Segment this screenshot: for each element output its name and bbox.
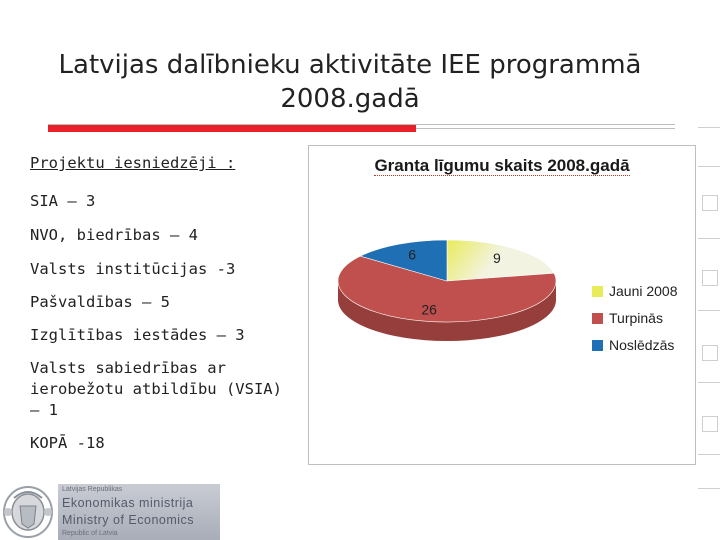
logo-line-2: Ekonomikas ministrija: [62, 496, 194, 510]
list-item-total: KOPĀ -18: [30, 434, 105, 452]
list-item: Pašvaldības – 5: [30, 293, 170, 311]
list-item: Izglītības iestādes – 3: [30, 326, 245, 344]
chart-title-text: Granta līgumu skaits 2008.gadā: [374, 156, 630, 175]
ministry-logo: [0, 482, 230, 540]
legend-label: Noslēdzās: [609, 337, 675, 353]
pie-data-label: 6: [408, 246, 417, 263]
title-divider-gray-right: [416, 128, 675, 129]
legend-label: Jauni 2008: [609, 283, 678, 299]
decorative-grid: [698, 0, 720, 540]
list-item: Valsts sabiedrības ar ierobežotu atbildību (VSIA) – 1: [30, 359, 282, 419]
slide-title: Latvijas dalībnieku aktivitāte IEE programmā 2008.gadā: [58, 50, 642, 114]
logo-line-3: Ministry of Economics: [62, 513, 195, 527]
legend-label: Turpinās: [609, 310, 663, 326]
list-item: Valsts institūcijas -3: [30, 260, 236, 278]
pie-data-label: 9: [493, 250, 501, 267]
logo-text-block: [58, 484, 220, 540]
legend-swatch: [592, 313, 603, 324]
logo-line-1: Latvijas Republikas: [62, 486, 123, 493]
pie-chart: [308, 145, 696, 465]
logo-line-4: Republic of Latvia: [62, 530, 118, 537]
legend-swatch: [592, 340, 603, 351]
pie-data-label: 26: [421, 301, 437, 318]
pie-chart-svg: [309, 146, 695, 464]
coat-of-arms-icon: [0, 482, 56, 540]
title-divider-red: [48, 125, 416, 132]
list-item: SIA – 3: [30, 192, 96, 210]
list-item: NVO, biedrības – 4: [30, 226, 198, 244]
legend-swatch: [592, 286, 603, 297]
applicants-heading: Projektu iesniedzēji :: [30, 154, 236, 172]
